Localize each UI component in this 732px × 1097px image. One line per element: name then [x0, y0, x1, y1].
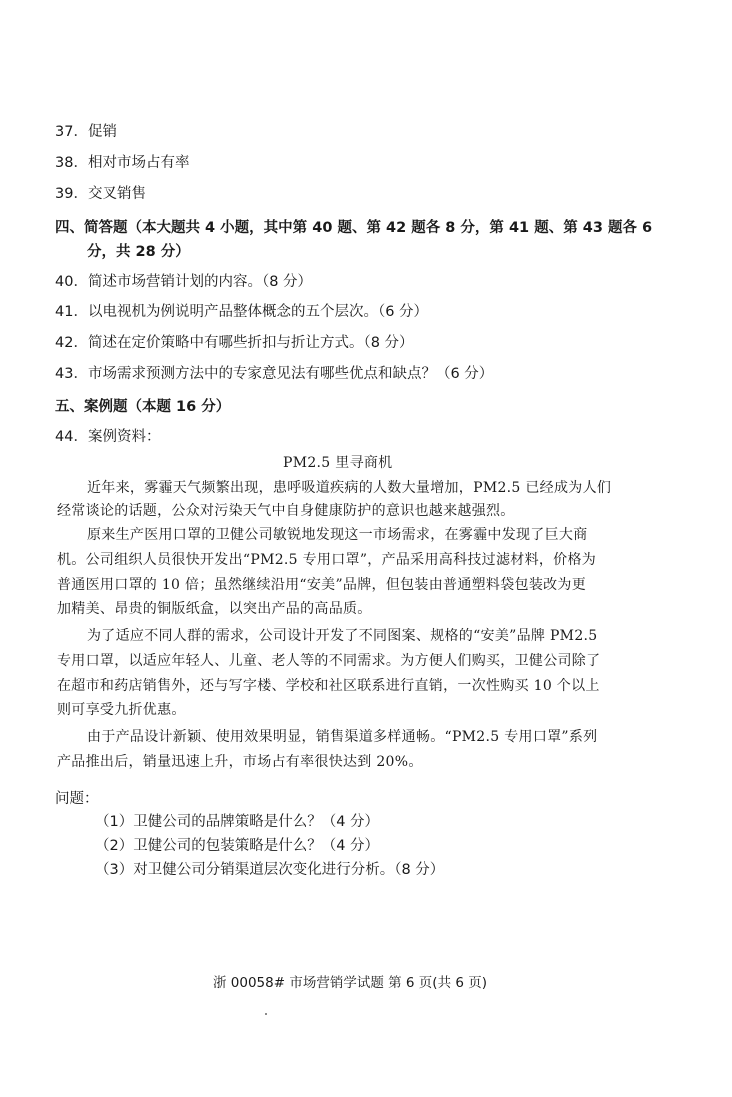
question-37: 37．促销 [55, 124, 117, 140]
case-line: 加精美、昂贵的铜版纸盒，以突出产品的高品质。 [57, 601, 372, 617]
question-42: 42．简述在定价策略中有哪些折扣与折让方式。（8 分） [55, 335, 414, 351]
case-line: 经常谈论的话题，公众对污染天气中自身健康防护的意识也越来越强烈。 [57, 503, 515, 519]
case-line: 普通医用口罩的 10 倍；虽然继续沿用“安美”品牌，但包装由普通塑料袋包装改为更 [57, 577, 587, 593]
question-38: 38．相对市场占有率 [55, 155, 190, 171]
sub-question-3: （3）对卫健公司分销渠道层次变化进行分析。（8 分） [95, 862, 445, 878]
sub-question-1: （1）卫健公司的品牌策略是什么？（4 分） [95, 814, 380, 830]
case-line: 则可享受九折优惠。 [57, 702, 186, 718]
question-39: 39．交叉销售 [55, 186, 146, 202]
section4-heading-cont: 分，共 28 分） [87, 244, 190, 260]
case-line: 为了适应不同人群的需求，公司设计开发了不同图案、规格的“安美”品牌 PM2.5 [87, 628, 598, 644]
case-line: 近年来，雾霾天气频繁出现，患呼吸道疾病的人数大量增加，PM2.5 已经成为人们 [87, 480, 612, 496]
case-line: 在超市和药店销售外，还与写字楼、学校和社区联系进行直销，一次性购买 10 个以上 [57, 678, 600, 694]
question-44: 44．案例资料： [55, 429, 161, 445]
question-40: 40．简述市场营销计划的内容。（8 分） [55, 274, 313, 290]
question-41: 41．以电视机为例说明产品整体概念的五个层次。（6 分） [55, 304, 429, 320]
case-line: 机。公司组织人员很快开发出“PM2.5 专用口罩”，产品采用高科技过滤材料，价格为 [57, 552, 597, 568]
question-43: 43．市场需求预测方法中的专家意见法有哪些优点和缺点？（6 分） [55, 366, 494, 382]
section5-heading: 五、案例题（本题 16 分） [55, 399, 231, 415]
case-line: 原来生产医用口罩的卫健公司敏锐地发现这一市场需求，在雾霾中发现了巨大商 [87, 527, 588, 543]
sub-question-2: （2）卫健公司的包装策略是什么？（4 分） [95, 838, 380, 854]
case-line: 专用口罩，以适应年轻人、儿童、老人等的不同需求。为方便人们购买，卫健公司除了 [57, 653, 601, 669]
questions-label: 问题： [55, 791, 99, 807]
case-line: 产品推出后，销量迅速上升，市场占有率很快达到 20%。 [57, 754, 423, 770]
case-line: 由于产品设计新颖、使用效果明显，销售渠道多样通畅。“PM2.5 专用口罩”系列 [87, 729, 598, 745]
page-footer: 浙 00058# 市场营销学试题 第 6 页(共 6 页) [213, 975, 488, 991]
scan-speck [265, 1013, 267, 1015]
section4-heading: 四、简答题（本大题共 4 小题，其中第 40 题、第 42 题各 8 分，第 41 题、第 43 题各 6 [55, 220, 653, 236]
case-title: PM2.5 里寻商机 [283, 455, 393, 471]
